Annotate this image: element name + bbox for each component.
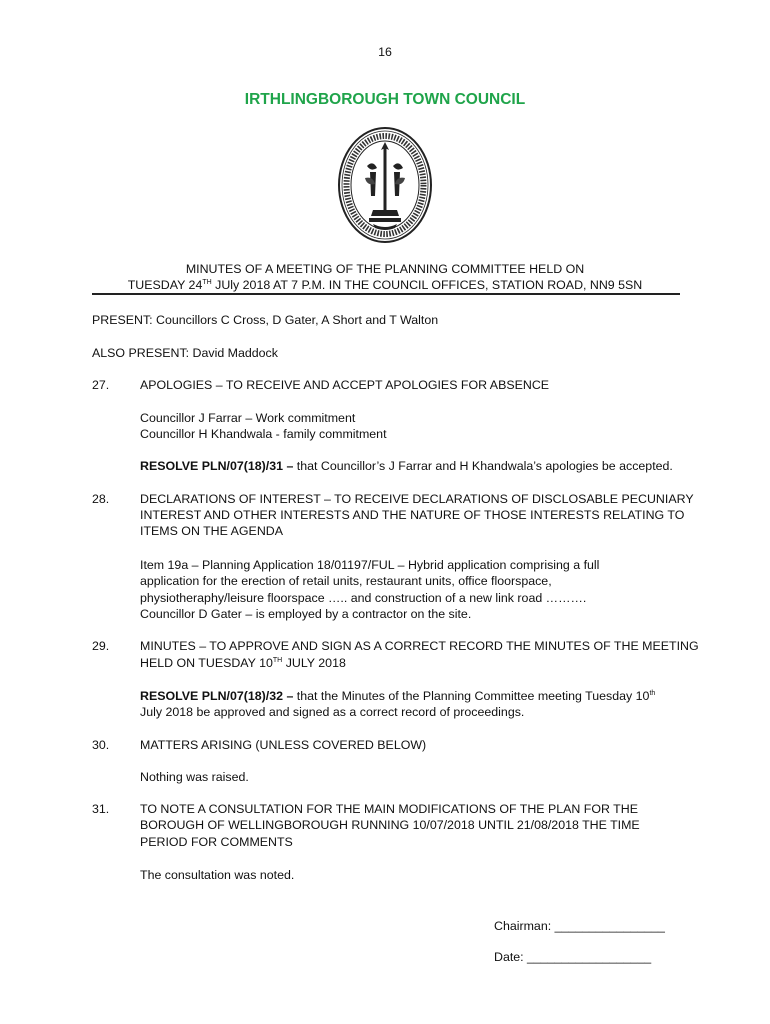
page-number: 16 (378, 45, 392, 59)
item-30-number: 30. (92, 738, 110, 752)
item-28-body-3: physiotheraphy/leisure floorspace ….. and construction of a new link road ………. (140, 591, 587, 605)
council-title: IRTHLINGBOROUGH TOWN COUNCIL (244, 91, 526, 108)
item-27-number: 27. (92, 378, 110, 392)
item-30-title: MATTERS ARISING (UNLESS COVERED BELOW) (140, 738, 427, 752)
item-31-title-3: PERIOD FOR COMMENTS (140, 835, 293, 849)
minutes-heading-line2: TUESDAY 24TH JUly 2018 AT 7 P.M. IN THE COUNCIL OFFICES, STATION ROAD, NN9 5SN (127, 278, 643, 292)
item-29-resolution-2: July 2018 be approved and signed as a correct record of proceedings. (140, 705, 525, 719)
present-line: PRESENT: Councillors C Cross, D Gater, A Short and T Walton (92, 313, 439, 327)
item-30-body: Nothing was raised. (140, 770, 249, 784)
item-28-title-2: INTEREST AND OTHER INTERESTS AND THE NATURE OF THOSE INTERESTS RELATING TO (140, 508, 685, 522)
item-28-number: 28. (92, 492, 110, 506)
item-28-body-2: application for the erection of retail units, restaurant units, office floorspace, (140, 574, 552, 588)
item-29-number: 29. (92, 639, 110, 653)
council-seal-icon (337, 126, 433, 244)
item-29-title-1: MINUTES – TO APPROVE AND SIGN AS A CORRECT RECORD THE MINUTES OF THE MEETING (140, 639, 699, 653)
chairman-signature-line: Chairman: ________________ (494, 919, 665, 933)
item-29-title-2: HELD ON TUESDAY 10TH JULY 2018 (140, 656, 346, 670)
item-27-resolution: RESOLVE PLN/07(18)/31 – that Councillor’s J Farrar and H Khandwala’s apologies be accepted. (140, 459, 673, 473)
item-28-title-3: ITEMS ON THE AGENDA (140, 524, 283, 538)
item-31-title-2: BOROUGH OF WELLINGBOROUGH RUNNING 10/07/2018 UNTIL 21/08/2018 THE TIME (140, 818, 640, 832)
item-28-body-1: Item 19a – Planning Application 18/01197/FUL – Hybrid application comprising a full (140, 558, 600, 572)
item-31-body: The consultation was noted. (140, 868, 295, 882)
item-27-apology-2: Councillor H Khandwala - family commitment (140, 427, 387, 441)
item-29-resolution-1: RESOLVE PLN/07(18)/32 – that the Minutes of the Planning Committee meeting Tuesday 10th (140, 689, 656, 703)
also-present-line: ALSO PRESENT: David Maddock (92, 346, 278, 360)
item-31-number: 31. (92, 802, 110, 816)
item-27-title: APOLOGIES – TO RECEIVE AND ACCEPT APOLOGIES FOR ABSENCE (140, 378, 550, 392)
date-signature-line: Date: __________________ (494, 950, 652, 964)
minutes-heading-line1: MINUTES OF A MEETING OF THE PLANNING COMMITTEE HELD ON (185, 262, 585, 276)
item-27-apology-1: Councillor J Farrar – Work commitment (140, 411, 356, 425)
item-28-body-4: Councillor D Gater – is employed by a contractor on the site. (140, 607, 472, 621)
item-31-title-1: TO NOTE A CONSULTATION FOR THE MAIN MODIFICATIONS OF THE PLAN FOR THE (140, 802, 638, 816)
item-28-title-1: DECLARATIONS OF INTEREST – TO RECEIVE DECLARATIONS OF DISCLOSABLE PECUNIARY (140, 492, 694, 506)
heading-divider (92, 293, 680, 295)
